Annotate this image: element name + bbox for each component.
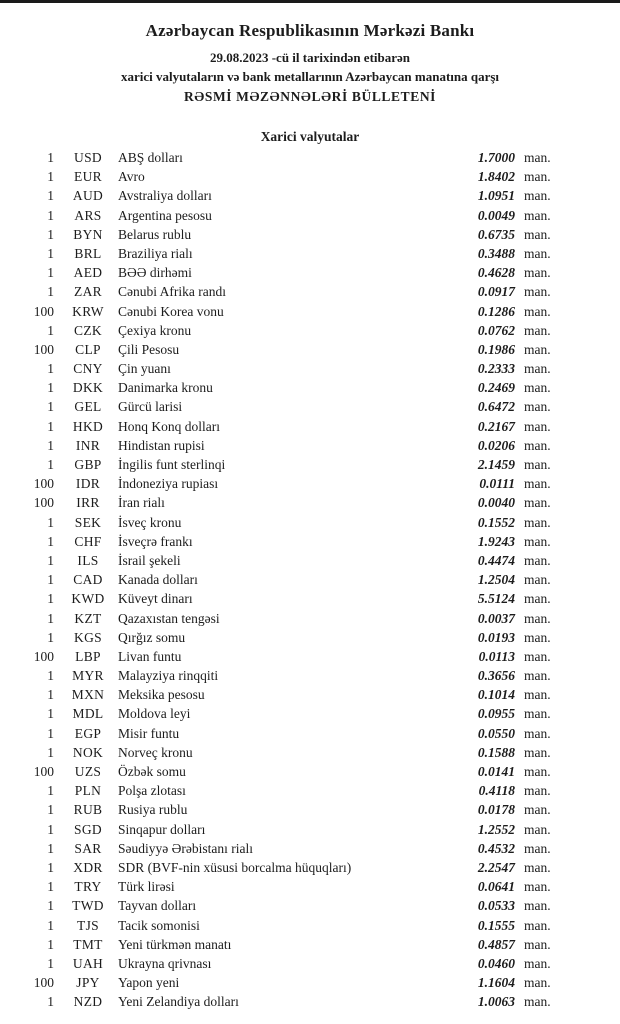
row-code: BYN [73,226,103,242]
row-unit: man. [524,955,551,971]
row-code: PLN [74,783,102,799]
rate-row [0,302,620,321]
row-rate: 0.1588 [477,744,515,760]
row-unit: man. [524,322,551,338]
row-name: Livan funtu [118,648,182,664]
row-name: Qırğız somu [118,629,186,645]
row-code: TJS [77,917,99,933]
row-code: TWD [72,898,104,914]
row-code: HKD [72,418,104,434]
row-rate: 5.5124 [477,591,515,607]
row-qty: 100 [33,764,54,779]
row-rate: 0.4857 [477,936,515,952]
rate-row [0,704,620,723]
row-name: Ukrayna qrivnası [118,955,212,971]
row-code: KRW [72,303,104,319]
row-qty: 1 [47,725,54,741]
row-qty: 1 [47,552,54,568]
row-rate: 0.1286 [477,303,515,319]
row-unit: man. [524,150,551,165]
rate-row [0,378,620,397]
row-rate: 1.7000 [477,150,515,165]
row-qty: 1 [47,245,54,261]
row-qty: 1 [47,457,54,472]
row-code: CNY [73,361,103,377]
subtitle-line: xarici valyutaların və bank metallarının Azərbaycan manatına qarşı [120,69,500,84]
row-unit: man. [524,706,551,722]
row-code: ARS [74,207,102,223]
row-name: Braziliya rialı [118,245,193,261]
rate-row [0,340,620,359]
row-name: Gürcü larisi [118,399,183,415]
row-name: SDR (BVF-nin xüsusi borcalma hüquqları) [118,859,352,875]
row-code: GEL [74,399,102,415]
row-name: Tayvan dolları [118,898,197,914]
row-qty: 1 [47,284,54,300]
rate-row [0,935,620,954]
row-code: CHF [74,533,102,549]
effective-date-line: 29.08.2023 -cü il tarixindən etibarən [209,50,411,65]
row-rate: 1.0063 [477,994,515,1010]
rate-row [0,148,620,167]
row-rate: 0.0533 [477,898,515,914]
rate-row [0,186,620,205]
row-unit: man. [524,936,551,952]
row-code: CLP [75,341,101,357]
row-rate: 0.4118 [478,783,515,799]
row-name: Kanada dolları [118,572,198,588]
rate-row [0,397,620,416]
row-rate: 0.0141 [477,764,515,779]
row-name: Tacik somonisi [118,917,200,933]
row-rate: 0.1552 [477,514,515,530]
row-unit: man. [524,514,551,530]
row-code: LBP [75,648,101,664]
rate-row [0,436,620,455]
row-unit: man. [524,591,551,607]
row-unit: man. [524,457,551,472]
row-unit: man. [524,284,551,300]
rate-row [0,417,620,436]
row-qty: 1 [47,226,54,242]
row-name: BƏƏ dirhəmi [118,265,192,281]
row-name: Cənubi Afrika randı [118,284,226,300]
row-unit: man. [524,859,551,875]
rate-row [0,781,620,800]
rate-row [0,724,620,743]
row-qty: 1 [47,917,54,933]
row-name: Malayziya rinqqiti [118,668,219,684]
row-qty: 1 [47,783,54,799]
row-unit: man. [524,476,551,492]
row-unit: man. [524,495,551,511]
rate-row [0,858,620,877]
row-unit: man. [524,687,551,703]
row-qty: 100 [33,975,54,991]
row-name: Küveyt dinarı [118,591,193,607]
row-unit: man. [524,552,551,568]
rate-row [0,954,620,973]
row-rate: 0.1555 [477,917,515,933]
row-rate: 0.0917 [477,284,515,300]
rate-row [0,321,620,340]
row-code: IDR [75,476,101,492]
row-unit: man. [524,725,551,741]
row-code: SAR [74,840,102,856]
row-rate: 0.0113 [478,648,515,664]
row-qty: 1 [47,514,54,530]
rate-row [0,666,620,685]
row-code: EUR [74,169,102,185]
row-unit: man. [524,840,551,856]
row-qty: 1 [47,840,54,856]
row-rate: 1.8402 [477,169,515,185]
row-unit: man. [524,572,551,588]
rate-row [0,877,620,896]
row-unit: man. [524,169,551,185]
row-unit: man. [524,975,551,991]
rate-row [0,206,620,225]
bulletin-header [0,21,620,108]
row-rate: 0.0550 [477,725,515,741]
row-rate: 0.0178 [477,802,515,818]
row-name: Qazaxıstan tengəsi [118,610,220,626]
row-name: Polşa zlotası [118,783,186,799]
row-rate: 0.1986 [477,341,515,357]
row-qty: 100 [33,303,54,319]
row-rate: 0.0111 [479,476,515,492]
rate-row [0,551,620,570]
row-rate: 0.0040 [477,495,515,511]
row-rate: 0.0460 [477,955,515,971]
row-qty: 1 [47,859,54,875]
row-rate: 0.0762 [477,322,515,338]
row-rate: 2.2547 [477,859,515,875]
row-name: Danimarka kronu [118,380,213,396]
rate-row [0,743,620,762]
row-qty: 1 [47,879,54,895]
row-code: NZD [73,994,103,1010]
rate-row [0,589,620,608]
row-unit: man. [524,898,551,914]
row-name: Meksika pesosu [118,687,205,703]
row-unit: man. [524,533,551,549]
row-unit: man. [524,303,551,319]
bank-name: Azərbaycan Respublikasının Mərkəzi Bankı [145,21,475,40]
rate-row [0,282,620,301]
row-unit: man. [524,265,551,281]
row-qty: 1 [47,994,54,1010]
row-qty: 1 [47,706,54,722]
row-name: Cənubi Korea vonu [118,303,224,319]
row-qty: 1 [47,687,54,703]
row-name: Avstraliya dolları [118,188,212,204]
row-unit: man. [524,188,551,204]
row-unit: man. [524,610,551,626]
row-name: Yeni türkmən manatı [118,936,232,952]
rate-row [0,244,620,263]
row-qty: 1 [47,169,54,185]
row-name: İngilis funt sterlinqi [118,457,226,472]
row-rate: 0.0955 [477,706,515,722]
rate-row [0,474,620,493]
rate-row [0,839,620,858]
row-code: UAH [72,955,104,971]
row-qty: 1 [47,629,54,645]
row-code: DKK [72,380,104,396]
row-qty: 1 [47,610,54,626]
row-code: KZT [74,610,102,626]
row-qty: 1 [47,437,54,453]
row-unit: man. [524,380,551,396]
row-code: IRR [76,495,100,511]
row-code: MYR [72,668,104,684]
row-unit: man. [524,437,551,453]
row-name: Sinqapur dolları [118,821,206,837]
row-qty: 1 [47,821,54,837]
row-code: CZK [74,322,102,338]
row-code: KWD [71,591,105,607]
rates-table [0,148,620,1011]
row-name: Honq Konq dolları [118,418,220,434]
row-qty: 100 [33,476,54,492]
row-name: Türk lirəsi [118,879,175,895]
row-unit: man. [524,399,551,415]
bulletin-title: RƏSMİ MƏZƏNNƏLƏRİ BÜLLETENİ [183,89,437,104]
row-code: ZAR [74,284,102,300]
row-name: İsrail şekeli [118,552,181,568]
row-qty: 1 [47,399,54,415]
row-rate: 0.0049 [477,207,515,223]
row-name: Rusiya rublu [118,802,188,818]
row-qty: 1 [47,418,54,434]
row-code: NOK [72,744,104,760]
row-rate: 0.6735 [477,226,515,242]
row-unit: man. [524,783,551,799]
rate-row [0,820,620,839]
row-code: ILS [77,552,99,568]
row-qty: 1 [47,802,54,818]
row-rate: 1.2552 [477,821,515,837]
rate-row [0,800,620,819]
rate-row [0,570,620,589]
rate-row [0,628,620,647]
row-qty: 1 [47,361,54,377]
row-unit: man. [524,802,551,818]
row-qty: 1 [47,380,54,396]
row-name: İsveçrə frankı [118,533,193,549]
row-name: Çili Pesosu [118,341,180,357]
row-code: KGS [74,629,102,645]
row-qty: 1 [47,533,54,549]
rate-row [0,532,620,551]
row-rate: 1.9243 [477,533,515,549]
row-unit: man. [524,648,551,664]
row-qty: 1 [47,668,54,684]
row-code: INR [75,437,101,453]
rate-row [0,167,620,186]
row-name: Norveç kronu [118,744,193,760]
row-code: TMT [73,936,103,952]
row-unit: man. [524,917,551,933]
row-unit: man. [524,879,551,895]
row-code: MDL [72,706,104,722]
rate-row [0,762,620,781]
row-unit: man. [524,341,551,357]
row-rate: 0.2333 [477,361,515,377]
row-rate: 0.4474 [477,552,515,568]
row-unit: man. [524,245,551,261]
row-unit: man. [524,994,551,1010]
row-name: Argentina pesosu [118,207,212,223]
row-unit: man. [524,629,551,645]
row-code: RUB [73,802,103,818]
rate-row [0,455,620,474]
row-qty: 1 [47,744,54,760]
row-rate: 0.2469 [477,380,515,396]
row-code: MXN [71,687,105,703]
row-name: Çexiya kronu [118,322,192,338]
rate-row [0,685,620,704]
rate-row [0,647,620,666]
row-code: USD [74,150,102,165]
row-unit: man. [524,207,551,223]
row-unit: man. [524,821,551,837]
row-code: AED [73,265,103,281]
row-name: Səudiyyə Ərəbistanı rialı [118,840,253,856]
row-code: EGP [74,725,102,741]
row-name: Avro [118,169,145,185]
row-qty: 100 [33,341,54,357]
row-rate: 0.2167 [477,418,515,434]
row-qty: 1 [47,188,54,204]
rate-row [0,916,620,935]
row-qty: 1 [47,265,54,281]
row-name: İsveç kronu [118,514,182,530]
row-code: SEK [74,514,102,530]
row-rate: 1.2504 [477,572,515,588]
rate-row [0,973,620,992]
row-rate: 1.0951 [477,188,515,204]
row-rate: 0.0206 [477,437,515,453]
row-code: GBP [74,457,102,472]
row-name: Misir funtu [118,725,180,741]
rate-row [0,896,620,915]
row-qty: 1 [47,150,54,165]
row-name: Hindistan rupisi [118,437,205,453]
row-qty: 1 [47,322,54,338]
row-qty: 100 [33,648,54,664]
row-rate: 0.3488 [477,245,515,261]
row-qty: 1 [47,572,54,588]
row-rate: 0.6472 [477,399,515,415]
row-rate: 0.0037 [477,610,515,626]
row-rate: 0.0193 [477,629,515,645]
row-unit: man. [524,668,551,684]
row-unit: man. [524,744,551,760]
row-rate: 0.4628 [477,265,515,281]
rate-row [0,493,620,512]
row-rate: 0.1014 [477,687,515,703]
row-qty: 1 [47,591,54,607]
row-qty: 1 [47,898,54,914]
row-name: Özbək somu [118,764,186,779]
rate-row [0,359,620,378]
row-code: XDR [73,859,103,875]
row-qty: 1 [47,936,54,952]
row-rate: 0.3656 [477,668,515,684]
row-qty: 100 [33,495,54,511]
row-name: Yeni Zelandiya dolları [118,994,239,1010]
rate-row [0,513,620,532]
row-unit: man. [524,361,551,377]
row-code: AUD [72,188,104,204]
row-name: ABŞ dolları [118,150,183,165]
row-qty: 1 [47,207,54,223]
rate-row [0,225,620,244]
rate-row [0,992,620,1011]
rate-row [0,609,620,628]
row-rate: 1.1604 [477,975,515,991]
row-name: Belarus rublu [118,226,192,242]
row-qty: 1 [47,955,54,971]
section-title: Xarici valyutalar [260,129,360,144]
row-code: JPY [76,975,100,991]
row-code: SGD [74,821,102,837]
row-name: Moldova leyi [118,706,191,722]
row-code: UZS [74,764,102,779]
rate-row [0,263,620,282]
row-rate: 0.0641 [477,879,515,895]
row-name: İndoneziya rupiası [118,476,219,492]
row-unit: man. [524,226,551,242]
row-name: Yapon yeni [118,975,180,991]
row-code: BRL [74,245,102,261]
row-code: TRY [74,879,102,895]
row-rate: 0.4532 [477,840,515,856]
row-code: CAD [73,572,103,588]
row-unit: man. [524,764,551,779]
row-rate: 2.1459 [477,457,515,472]
row-unit: man. [524,418,551,434]
row-name: İran rialı [118,495,165,511]
row-name: Çin yuanı [118,361,171,377]
